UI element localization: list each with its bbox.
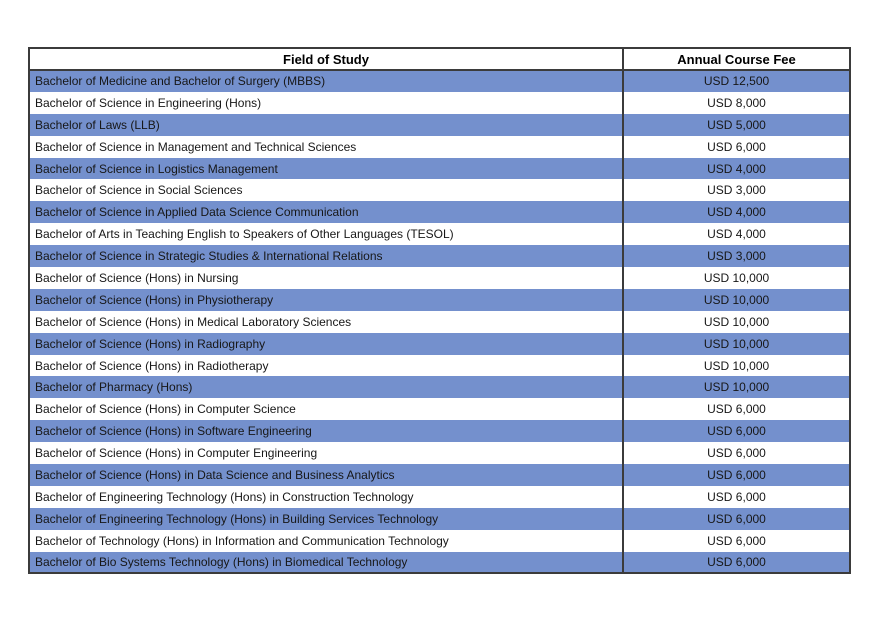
fee-cell: USD 4,000 — [623, 158, 850, 180]
table-row — [29, 136, 850, 158]
fee-cell: USD 6,000 — [623, 420, 850, 442]
field-of-study-cell: Bachelor of Science in Strategic Studies & International Relations — [35, 249, 383, 264]
field-of-study-cell: Bachelor of Science (Hons) in Computer Science — [35, 402, 296, 417]
fee-cell: USD 4,000 — [623, 223, 850, 245]
field-of-study-cell: Bachelor of Science (Hons) in Radiotherapy — [35, 358, 269, 373]
field-of-study-cell: Bachelor of Science (Hons) in Physiotherapy — [35, 292, 274, 307]
fee-cell: USD 10,000 — [623, 311, 850, 333]
table-row — [29, 114, 850, 136]
annual-course-fee-column-header: Annual Course Fee — [623, 48, 850, 70]
field-of-study-cell: Bachelor of Science (Hons) in Medical Laboratory Sciences — [35, 314, 352, 329]
table-row — [29, 355, 850, 377]
fee-cell: USD 3,000 — [623, 245, 850, 267]
header-row — [29, 48, 850, 70]
table-row — [29, 486, 850, 508]
field-of-study-cell: Bachelor of Science in Social Sciences — [35, 183, 243, 198]
table-header — [29, 48, 850, 70]
field-of-study-cell: Bachelor of Engineering Technology (Hons) in Construction Technology — [35, 489, 414, 504]
field-of-study-cell: Bachelor of Arts in Teaching English to Speakers of Other Languages (TESOL) — [35, 227, 454, 242]
fee-cell: USD 10,000 — [623, 333, 850, 355]
field-of-study-cell: Bachelor of Science (Hons) in Software Engineering — [35, 424, 312, 439]
table-row — [29, 201, 850, 223]
field-of-study-cell: Bachelor of Science in Engineering (Hons) — [35, 95, 262, 110]
fee-cell: USD 10,000 — [623, 267, 850, 289]
fee-cell: USD 5,000 — [623, 114, 850, 136]
table-row — [29, 179, 850, 201]
field-of-study-cell: Bachelor of Technology (Hons) in Information and Communication Technology — [35, 533, 449, 548]
field-of-study-cell: Bachelor of Pharmacy (Hons) — [35, 380, 193, 395]
table-row — [29, 376, 850, 398]
table-row — [29, 70, 850, 92]
fee-cell: USD 8,000 — [623, 92, 850, 114]
table-row — [29, 464, 850, 486]
fee-cell: USD 6,000 — [623, 508, 850, 530]
table-row — [29, 530, 850, 552]
table-row — [29, 245, 850, 267]
table-row — [29, 398, 850, 420]
course-fees-table — [28, 47, 851, 574]
fee-cell: USD 10,000 — [623, 289, 850, 311]
field-of-study-cell: Bachelor of Science (Hons) in Computer Engineering — [35, 446, 318, 461]
field-of-study-column-header: Field of Study — [29, 48, 623, 70]
table-row — [29, 223, 850, 245]
fee-cell: USD 6,000 — [623, 398, 850, 420]
fee-cell: USD 10,000 — [623, 355, 850, 377]
fee-cell: USD 6,000 — [623, 486, 850, 508]
fee-cell: USD 4,000 — [623, 201, 850, 223]
field-of-study-cell: Bachelor of Bio Systems Technology (Hons) in Biomedical Technology — [35, 555, 408, 570]
table-row — [29, 92, 850, 114]
fee-cell: USD 10,000 — [623, 376, 850, 398]
field-of-study-cell: Bachelor of Science (Hons) in Data Science and Business Analytics — [35, 467, 395, 482]
field-of-study-cell: Bachelor of Science (Hons) in Radiography — [35, 336, 266, 351]
fee-cell: USD 6,000 — [623, 136, 850, 158]
fee-cell: USD 6,000 — [623, 530, 850, 552]
table-row — [29, 442, 850, 464]
fee-cell: USD 6,000 — [623, 552, 850, 574]
field-of-study-cell: Bachelor of Laws (LLB) — [35, 117, 160, 132]
table-row — [29, 508, 850, 530]
table-row — [29, 420, 850, 442]
field-of-study-cell: Bachelor of Science (Hons) in Nursing — [35, 270, 239, 285]
field-of-study-cell: Bachelor of Science in Applied Data Science Communication — [35, 205, 359, 220]
table-body — [29, 70, 850, 573]
field-of-study-cell: Bachelor of Science in Management and Technical Sciences — [35, 139, 357, 154]
fee-cell: USD 3,000 — [623, 179, 850, 201]
course-fees-table-container — [28, 47, 851, 574]
fee-cell: USD 6,000 — [623, 442, 850, 464]
field-of-study-cell: Bachelor of Science in Logistics Management — [35, 161, 278, 176]
table-row — [29, 158, 850, 180]
table-row — [29, 289, 850, 311]
table-row — [29, 267, 850, 289]
field-of-study-cell: Bachelor of Medicine and Bachelor of Surgery (MBBS) — [35, 74, 326, 89]
fee-cell: USD 6,000 — [623, 464, 850, 486]
field-of-study-cell: Bachelor of Engineering Technology (Hons) in Building Services Technology — [35, 511, 439, 526]
table-row — [29, 333, 850, 355]
fee-cell: USD 12,500 — [623, 70, 850, 92]
table-row — [29, 311, 850, 333]
table-row — [29, 552, 850, 574]
